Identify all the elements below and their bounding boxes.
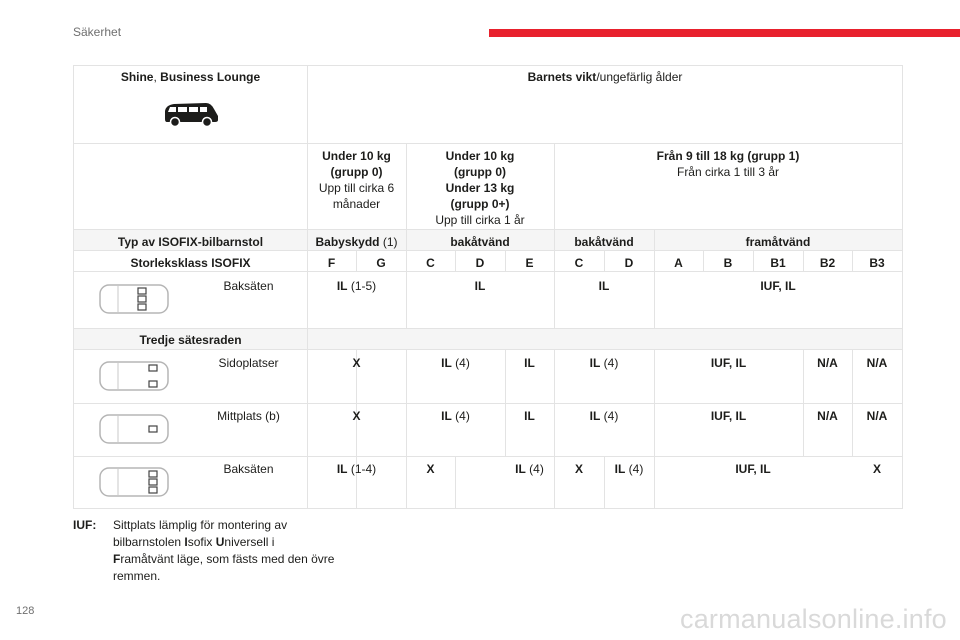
weight-header: Barnets vikt/ungefärlig ålder [527, 70, 683, 84]
size-class: G [376, 256, 386, 270]
cell-mid-4: IL (4) [589, 409, 619, 423]
seat-label-mid: Mittplats (b) [217, 409, 280, 423]
type-front: framåtvänd [745, 235, 811, 249]
cell-side-4: IL (4) [589, 356, 619, 370]
cell-mid-6: N/A [817, 409, 838, 423]
size-class: B [723, 256, 733, 270]
car-seat-layout-icon [98, 283, 170, 315]
type-babyskydd: Babyskydd (1) [315, 235, 398, 249]
size-class: A [674, 256, 683, 270]
third-row-label: Tredje sätesraden [139, 333, 242, 347]
cell-back-4: IUF, IL [760, 279, 796, 293]
size-label: Storleksklass ISOFIX [130, 256, 251, 270]
page-number: 128 [16, 605, 35, 617]
cell-mid-7: N/A [866, 409, 888, 423]
size-class: F [327, 256, 336, 270]
van-icon [162, 100, 220, 128]
section-title: Säkerhet [73, 25, 122, 39]
size-class: D [624, 256, 634, 270]
cell-bench-6: IUF, IL [735, 462, 771, 476]
cell-bench-4: X [574, 462, 583, 476]
cell-side-3: IL [524, 356, 535, 370]
cell-back-3: IL [598, 279, 610, 293]
cell-bench-1: IL (1-4) [336, 462, 377, 476]
cell-mid-2: IL (4) [441, 409, 470, 423]
size-class: D [475, 256, 485, 270]
isofix-table [73, 65, 903, 509]
size-class: C [426, 256, 435, 270]
size-class: B2 [819, 256, 836, 270]
seat-label-back: Baksäten [223, 279, 274, 293]
cell-mid-1: X [352, 409, 361, 423]
cell-back-1: IL (1-5) [336, 279, 377, 293]
cell-bench-3: IL (4) [515, 462, 544, 476]
seat-label-side: Sidoplatser [218, 356, 279, 370]
seat-label-back-bench: Baksäten [223, 462, 274, 476]
size-class: B1 [770, 256, 786, 270]
car-seat-layout-icon [98, 466, 170, 498]
size-class: E [525, 256, 534, 270]
footnote-text: Sittplats lämplig för montering av bilbarnstolen Isofix Universell i Framåtvänt läge, som fästs med den övre remmen. [113, 518, 335, 583]
cell-bench-2: X [426, 462, 435, 476]
size-class: C [574, 256, 584, 270]
header-accent-bar [489, 29, 960, 37]
group-1-cell: Från 9 till 18 kg (grupp 1) Från cirka 1 till 3 år [656, 149, 800, 179]
watermark: carmanualsonline.info [680, 604, 947, 634]
footnote-key: IUF: [73, 518, 97, 532]
cell-side-1: X [352, 356, 361, 370]
car-seat-layout-icon [98, 360, 170, 392]
car-seat-layout-icon [98, 413, 170, 445]
cell-bench-7: X [872, 462, 881, 476]
group-0-cell: Under 10 kg (grupp 0) Upp till cirka 6 månader [318, 149, 395, 211]
cell-side-6: N/A [817, 356, 838, 370]
type-label: Typ av ISOFIX-bilbarnstol [117, 235, 264, 249]
type-back-2: bakåtvänd [574, 235, 634, 249]
cell-bench-5: IL (4) [614, 462, 644, 476]
model-header: Shine, Business Lounge [120, 70, 261, 84]
cell-side-5: IUF, IL [710, 356, 747, 370]
cell-side-7: N/A [866, 356, 888, 370]
cell-side-2: IL (4) [441, 356, 470, 370]
group-0plus-cell: Under 10 kg (grupp 0) Under 13 kg (grupp 0+) Upp till cirka 1 år [435, 149, 525, 227]
cell-mid-3: IL [524, 409, 535, 423]
cell-mid-5: IUF, IL [710, 409, 747, 423]
size-class: B3 [869, 256, 885, 270]
type-back-1: bakåtvänd [450, 235, 510, 249]
cell-back-2: IL [474, 279, 486, 293]
